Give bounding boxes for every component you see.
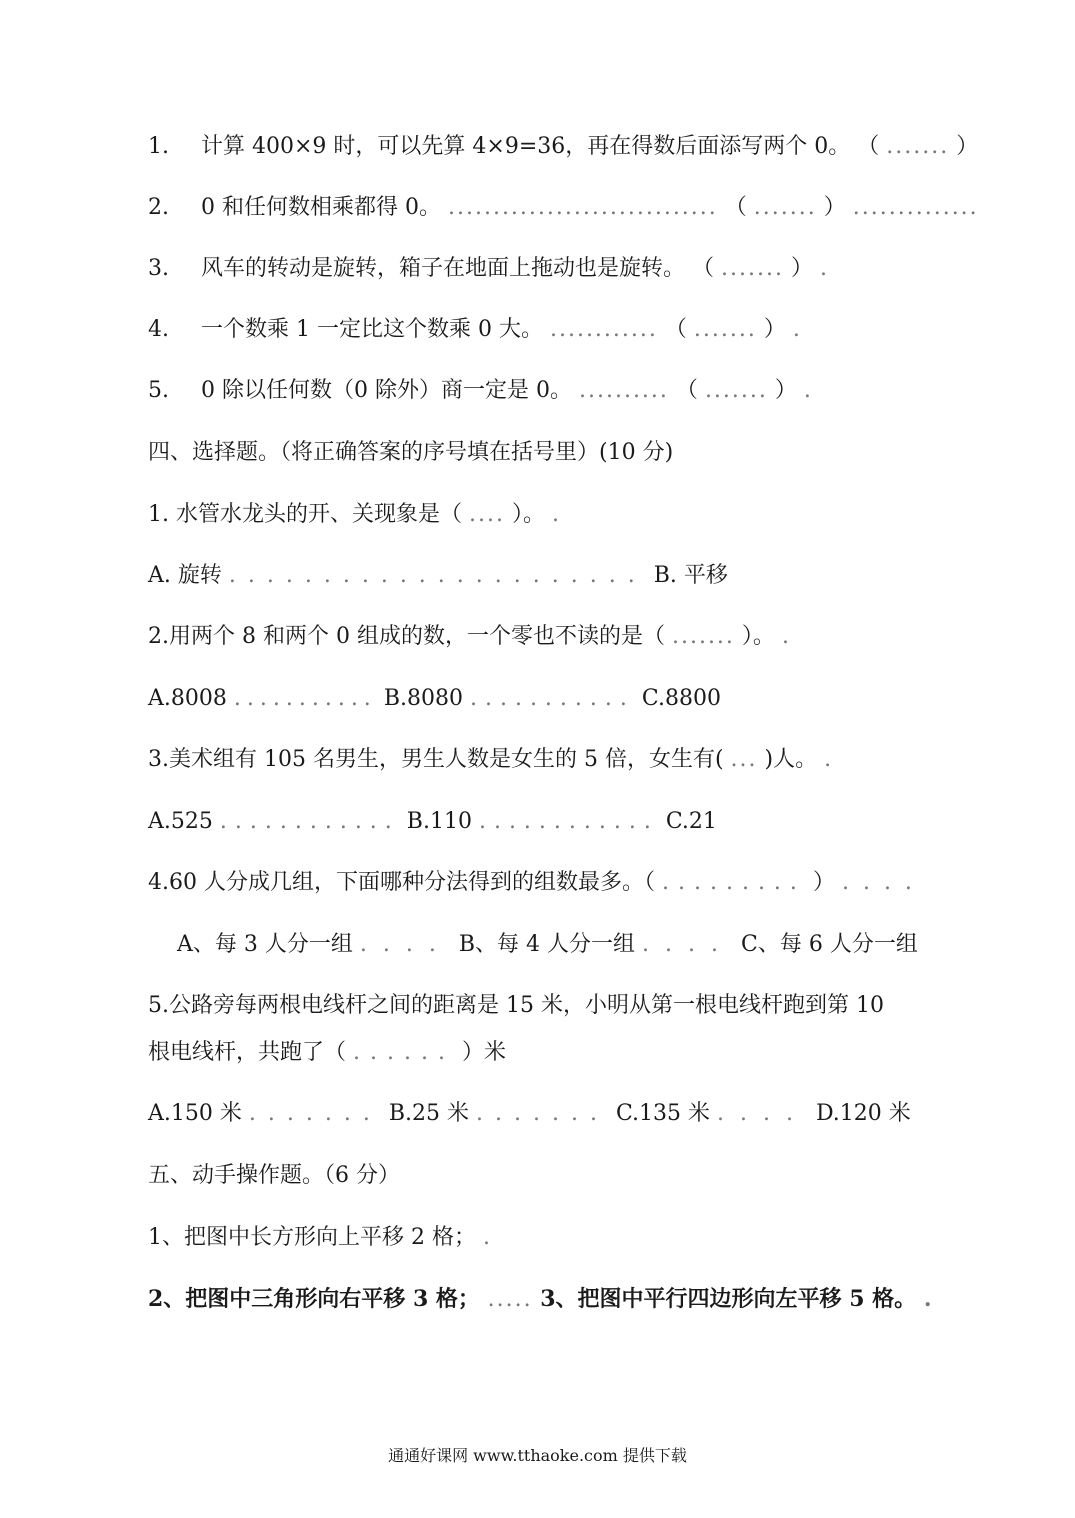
item-number: 2. [148, 195, 169, 220]
operation-1 [148, 1223, 492, 1253]
answer-bracket-close: ） [812, 870, 835, 895]
answer-blank[interactable]: ....... [704, 378, 768, 403]
leader-dots: .............................. [447, 195, 718, 220]
item-text: 0 除以任何数（0 除外）商一定是 0。 [201, 378, 572, 403]
option-a[interactable]: A.150 米 [148, 1101, 242, 1126]
answer-bracket-close: ）。 [741, 624, 775, 649]
trailing-dots: . [824, 747, 834, 772]
leader-dots: .... [642, 932, 734, 957]
operation-text: 1、把图中长方形向上平移 2 格； [148, 1225, 476, 1250]
answer-bracket-open: （ [664, 317, 687, 342]
answer-bracket-close: ） [790, 256, 813, 281]
choice-q4-options [148, 930, 918, 960]
option-b[interactable]: B、每 4 人分一组 [458, 932, 636, 957]
operation-text: 3、把图中平行四边形向左平移 5 格。 [540, 1286, 917, 1312]
trailing-dots: .............. [852, 195, 979, 220]
item-text: 计算 400×9 时，可以先算 4×9=36，再在得数后面添写两个 0。 [201, 134, 851, 159]
option-d[interactable]: D.120 米 [815, 1101, 911, 1126]
judgement-item-3 [148, 254, 829, 284]
answer-bracket-close: ）。 [511, 502, 545, 527]
judgement-item-4 [148, 315, 802, 345]
question-text: 3.美术组有 105 名男生，男生人数是女生的 5 倍，女生有( [148, 747, 724, 772]
answer-blank[interactable]: ....... [721, 256, 784, 281]
leader-dots: .... [359, 932, 452, 957]
leader-dots: ........... [469, 686, 635, 711]
judgement-item-1 [148, 132, 978, 162]
leader-dots: ..... [487, 1287, 533, 1312]
leader-dots: ...................... [228, 563, 647, 588]
trailing-dots: . [482, 1225, 492, 1250]
answer-bracket-open: （ [692, 256, 715, 281]
choice-q5-options [148, 1099, 911, 1129]
answer-bracket-close: )人。 [764, 747, 818, 772]
option-b[interactable]: B.110 [406, 809, 472, 834]
option-c[interactable]: C.8800 [641, 686, 721, 711]
item-number: 4. [148, 317, 169, 342]
question-text: 2.用两个 8 和两个 0 组成的数，一个零也不读的是（ [148, 624, 665, 649]
option-b[interactable]: B.25 米 [388, 1101, 469, 1126]
page-footer [0, 1444, 1075, 1468]
choice-q5-line1 [148, 991, 884, 1021]
section-5-title [148, 1161, 400, 1191]
answer-blank[interactable]: ....... [753, 195, 817, 220]
option-c[interactable]: C.21 [665, 809, 717, 834]
answer-bracket-close: ）米 [461, 1040, 506, 1065]
trailing-dots: . [792, 317, 802, 342]
item-text: 0 和任何数相乘都得 0。 [201, 195, 441, 220]
trailing-dots: . [820, 256, 829, 281]
leader-dots: ............ [219, 809, 400, 834]
leader-dots: ....... [248, 1101, 382, 1126]
leader-dots: ........... [233, 686, 377, 711]
choice-q1-options [148, 561, 728, 591]
answer-bracket-open: （ [675, 378, 698, 403]
operation-text: 2、把图中三角形向右平移 3 格； [148, 1286, 480, 1312]
answer-blank[interactable]: ....... [671, 624, 735, 649]
answer-bracket-close: ） [956, 134, 979, 159]
choice-q5-line2 [148, 1038, 506, 1068]
trailing-dots: . [781, 624, 791, 649]
answer-blank[interactable]: ......... [661, 870, 806, 895]
question-text: 4.60 人分成几组，下面哪种分法得到的组数最多。（ [148, 870, 655, 895]
option-b[interactable]: B.8080 [383, 686, 463, 711]
option-a[interactable]: A、每 3 人分一组 [177, 932, 353, 957]
option-c[interactable]: C、每 6 人分一组 [741, 932, 918, 957]
section-heading: 五、动手操作题。（6 分） [148, 1163, 400, 1188]
item-text: 一个数乘 1 一定比这个数乘 0 大。 [201, 317, 543, 342]
answer-bracket-open: （ [857, 134, 880, 159]
trailing-dots: . [803, 378, 813, 403]
trailing-dots: . [923, 1286, 934, 1312]
trailing-dots: .... [841, 870, 926, 895]
answer-bracket-close: ） [823, 195, 846, 220]
operation-2-3 [148, 1284, 934, 1315]
choice-q2-options [148, 684, 721, 714]
footer-text: 通通好课网 www.tthaoke.com 提供下载 [388, 1446, 687, 1465]
question-text: 根电线杆，共跑了（ [148, 1040, 347, 1065]
choice-q2 [148, 622, 791, 652]
answer-blank[interactable]: ... [730, 747, 758, 772]
answer-bracket-close: ） [774, 378, 797, 403]
leader-dots: ....... [475, 1101, 609, 1126]
option-b[interactable]: B. 平移 [653, 563, 728, 588]
choice-q3-options [148, 807, 717, 837]
option-a[interactable]: A.525 [148, 809, 213, 834]
choice-q1 [148, 500, 561, 530]
leader-dots: ............ [478, 809, 659, 834]
trailing-dots: . [551, 502, 561, 527]
item-number: 3. [148, 256, 169, 281]
leader-dots: ............ [549, 317, 658, 342]
answer-blank[interactable]: ....... [886, 134, 950, 159]
choice-q3 [148, 745, 833, 775]
option-c[interactable]: C.135 米 [615, 1101, 710, 1126]
leader-dots: .... [716, 1101, 809, 1126]
item-number: 5. [148, 378, 169, 403]
section-4-title [148, 438, 673, 468]
answer-blank[interactable]: ...... [353, 1040, 455, 1065]
question-text: 1. 水管水龙头的开、关现象是（ [148, 502, 462, 527]
answer-blank[interactable]: ....... [693, 317, 757, 342]
option-a[interactable]: A. 旋转 [148, 563, 222, 588]
judgement-item-5 [148, 376, 813, 406]
item-number: 1. [148, 134, 169, 159]
section-heading: 四、选择题。（将正确答案的序号填在括号里）(10 分) [148, 440, 674, 465]
leader-dots: .......... [578, 378, 669, 403]
answer-bracket-close: ） [763, 317, 786, 342]
option-a[interactable]: A.8008 [148, 686, 227, 711]
choice-q4 [148, 868, 926, 898]
judgement-item-2 [148, 193, 979, 223]
answer-blank[interactable]: .... [468, 502, 505, 527]
answer-bracket-open: （ [724, 195, 747, 220]
item-text: 风车的转动是旋转，箱子在地面上拖动也是旋转。 [201, 256, 686, 281]
question-text: 5.公路旁每两根电线杆之间的距离是 15 米，小明从第一根电线杆跑到第 10 [148, 993, 884, 1018]
